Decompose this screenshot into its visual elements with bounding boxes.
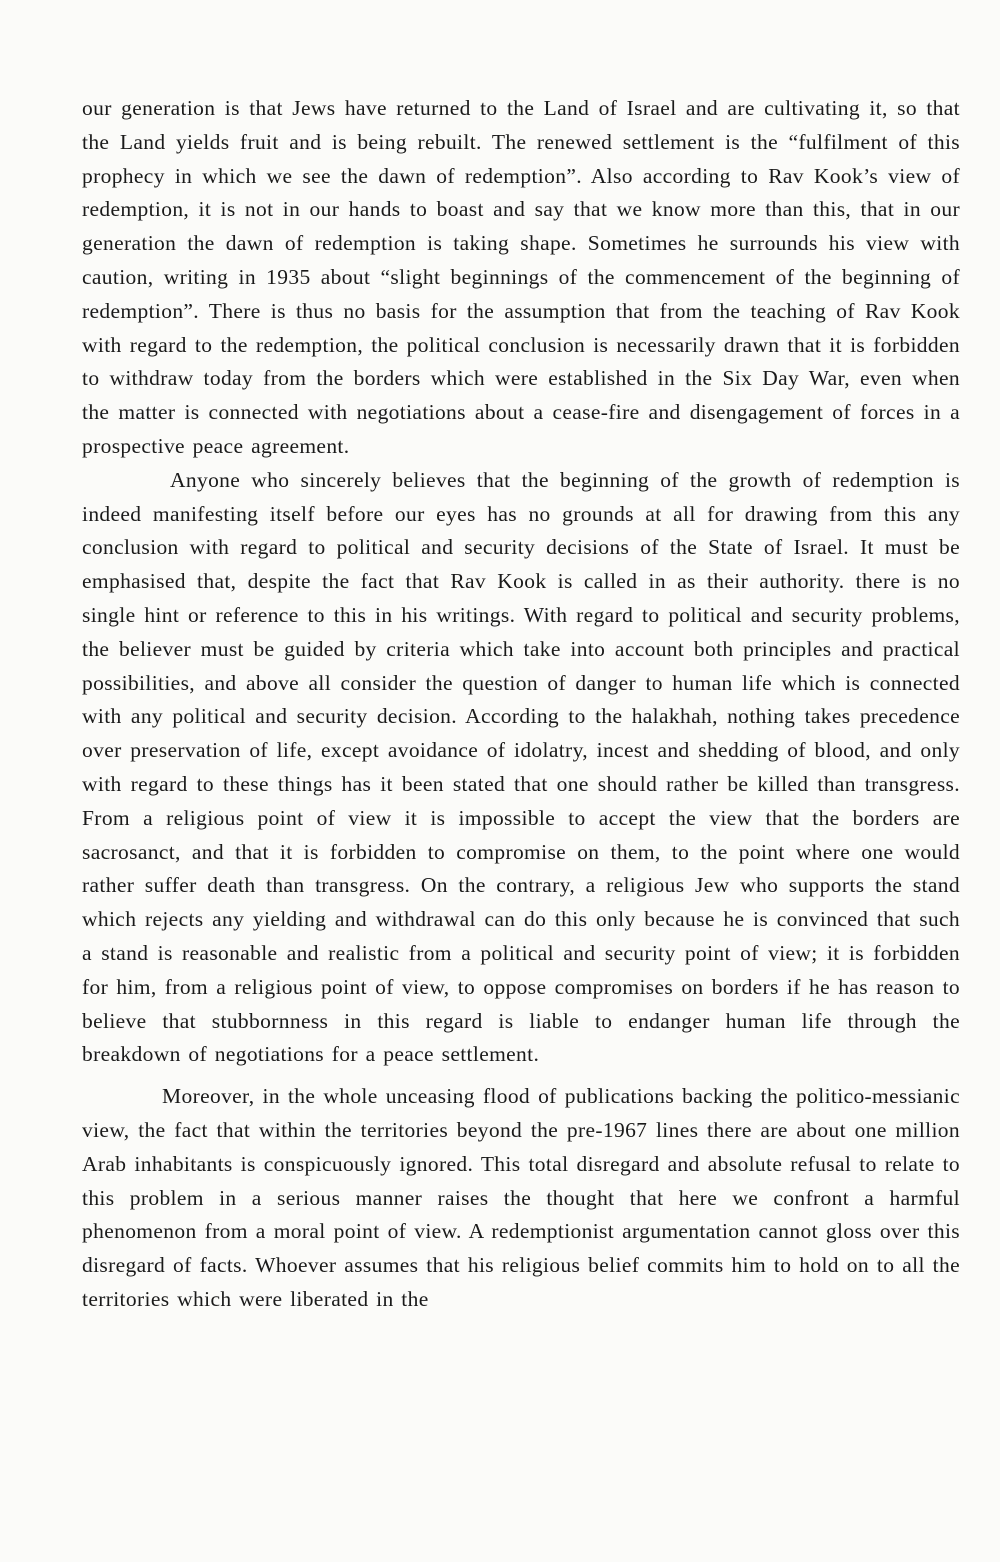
paragraph-2: Anyone who sincerely believes that the beginning of the growth of redemption is indeed manifesting itself before our eyes has no grounds at all for drawing from this any conclusion with regard to political and security decisions of the State of Israel. It must be emphasised that, despite the fact that Rav Kook is called in as their authority. there is no single hint or reference to this in his writings. With regard to political and security problems, the believer must be guided by criteria which take into account both principles and practical possibilities, and above all consider the question of danger to human life which is connected with any political and security decision. According to the halakhah, nothing takes precedence over preservation of life, except avoidance of idolatry, incest and shedding of blood, and only with regard to these things has it been stated that one should rather be killed than transgress. From a religious point of view it is impossible to accept the view that the borders are sacrosanct, and that it is forbidden to compromise on them, to the point where one would rather suffer death than transgress. On the contrary, a religious Jew who supports the stand which rejects any yielding and withdrawal can do this only because he is convinced that such a stand is reasonable and realistic from a political and security point of view; it is forbidden for him, from a religious point of view, to oppose compromises on borders if he has reason to believe that stubbornness in this regard is liable to endanger human life through the breakdown of negotiations for a peace settlement. [82,467,960,1067]
paragraph-3: Moreover, in the whole unceasing flood of publications backing the politico-messianic view, the fact that within the territories beyond the pre-1967 lines there are about one million Arab inhabitants is conspicuously ignored. This total disregard and absolute refusal to relate to this problem in a serious manner raises the thought that here we confront a harmful phenomenon from a moral point of view. A redemptionist argumentation cannot gloss over this disregard of facts. Whoever assumes that his religious belief commits him to hold on to all the territories which were liberated in the [82,1084,960,1311]
paragraph-1: our generation is that Jews have returned to the Land of Israel and are cultivating it, so that the Land yields fruit and is being rebuilt. The renewed settlement is the “fulfilment of this prophecy in which we see the dawn of redemption”. Also according to Rav Kook’s view of redemption, it is not in our hands to boast and say that we know more than this, that in our generation the dawn of redemption is taking shape. Sometimes he surrounds his view with caution, writing in 1935 about “slight beginnings of the commencement of the beginning of redemption”. There is thus no basis for the assumption that from the teaching of Rav Kook with regard to the redemption, the political conclusion is necessarily drawn that it is forbidden to withdraw today from the borders which were established in the Six Day War, even when the matter is connected with negotiations about a cease-fire and disengagement of forces in a prospective peace agreement. [82,96,960,458]
body-text [82,92,960,1317]
